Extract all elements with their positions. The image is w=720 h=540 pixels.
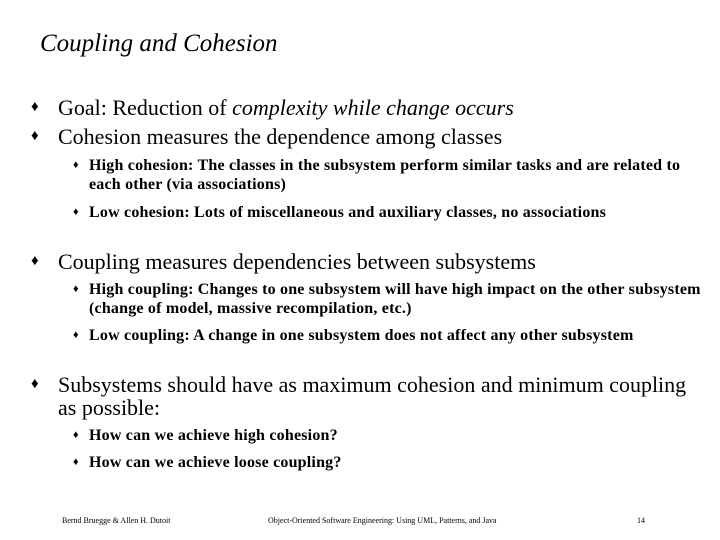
footer-authors: Bernd Bruegge & Allen H. Dutoit <box>62 516 171 525</box>
sub-bullet-high-cohesion: High cohesion: The classes in the subsystem perform similar tasks and are related to each other (via associations) <box>89 157 681 193</box>
sub-bullet-high-coupling: High coupling: Changes to one subsystem will have high impact on the other subsystem (change of model, massive recompilation, etc.) <box>89 281 701 317</box>
footer-page-number: 14 <box>637 516 645 525</box>
bullet-cohesion: Cohesion measures the dependence among classes <box>58 124 503 149</box>
small-diamond-bullet-icon: ♦ <box>73 456 79 468</box>
goal-text: Goal: Reduction of <box>58 95 233 120</box>
diamond-bullet-icon: ♦ <box>31 128 39 144</box>
footer-book-title: Object-Oriented Software Engineering: Using UML, Patterns, and Java <box>268 516 497 525</box>
diamond-bullet-icon: ♦ <box>31 253 39 269</box>
diamond-bullet-icon: ♦ <box>31 376 39 392</box>
bullet-goal <box>58 96 708 119</box>
bullet-coupling: Coupling measures dependencies between subsystems <box>58 249 536 274</box>
small-diamond-bullet-icon: ♦ <box>73 429 79 441</box>
diamond-bullet-icon: ♦ <box>31 99 39 115</box>
sub-bullet-loose-coupling-question: How can we achieve loose coupling? <box>89 454 342 471</box>
goal-emphasis: complexity while change occurs <box>232 95 514 120</box>
small-diamond-bullet-icon: ♦ <box>73 283 79 295</box>
sub-bullet-low-coupling: Low coupling: A change in one subsystem does not affect any other subsystem <box>89 327 634 344</box>
bullet-subsystems: Subsystems should have as maximum cohesion and minimum coupling as possible: <box>58 372 687 420</box>
small-diamond-bullet-icon: ♦ <box>73 206 79 218</box>
small-diamond-bullet-icon: ♦ <box>73 159 79 171</box>
slide-title: Coupling and Cohesion <box>40 30 278 57</box>
sub-bullet-low-cohesion: Low cohesion: Lots of miscellaneous and auxiliary classes, no associations <box>89 204 607 221</box>
sub-bullet-high-cohesion-question: How can we achieve high cohesion? <box>89 427 338 444</box>
small-diamond-bullet-icon: ♦ <box>73 329 79 341</box>
